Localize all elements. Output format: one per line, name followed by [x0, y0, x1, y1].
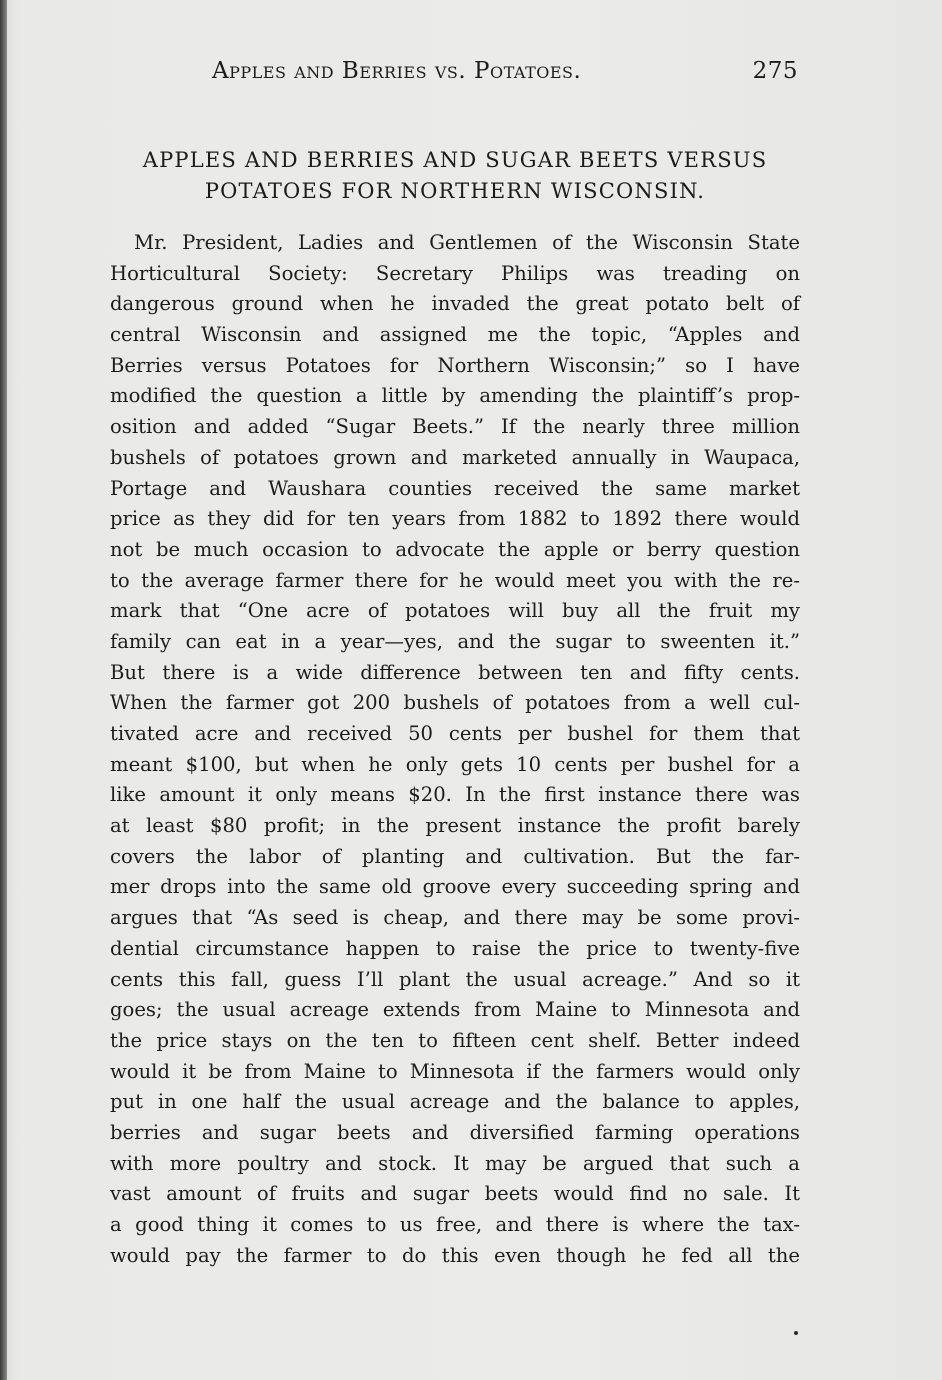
body-line: berries and sugar beets and diversified farming operations	[110, 1120, 800, 1144]
body-line: bushels of potatoes grown and marketed annually in Waupaca,	[110, 445, 800, 469]
article-title-line-1: APPLES AND BERRIES AND SUGAR BEETS VERSUS	[142, 148, 768, 172]
body-line: not be much occasion to advocate the apple or berry question	[110, 537, 800, 561]
body-line: dential circumstance happen to raise the price to twenty-five	[110, 936, 800, 960]
running-header	[110, 58, 800, 88]
body-line: would pay the farmer to do this even though he fed all the	[110, 1243, 800, 1267]
body-line: the price stays on the ten to fifteen cent shelf. Better indeed	[110, 1028, 800, 1052]
body-line: central Wisconsin and assigned me the topic, “Apples and	[110, 323, 800, 347]
body-line: argues that “As seed is cheap, and there may be some provi-	[110, 906, 800, 930]
body-line: Horticultural Society: Secretary Philips was treading on	[110, 261, 800, 285]
body-line: family can eat in a year—yes, and the sugar to sweenten it.”	[110, 629, 800, 653]
body-line: tivated acre and received 50 cents per bushel for them that	[110, 722, 800, 745]
body-line: goes; the usual acreage extends from Maine to Minnesota and	[110, 998, 800, 1022]
body-line: vast amount of fruits and sugar beets would find no sale. It	[110, 1182, 800, 1206]
body-line: price as they did for ten years from 1882 to 1892 there would	[110, 507, 800, 531]
running-title: Apples and Berries vs. Potatoes.	[212, 58, 582, 84]
body-line: But there is a wide difference between ten and fifty cents.	[110, 660, 800, 684]
article-body	[110, 228, 800, 1271]
body-line: covers the labor of planting and cultivation. But the far-	[110, 844, 800, 868]
page-number: 275	[752, 58, 798, 84]
body-line: osition and added “Sugar Beets.” If the nearly three million	[110, 415, 800, 439]
article-title	[110, 145, 800, 207]
body-line: to the average farmer there for he would meet you with the re-	[110, 568, 800, 592]
body-line: a good thing it comes to us free, and there is where the tax-	[110, 1213, 800, 1236]
body-line: put in one half the usual acreage and the balance to apples,	[110, 1090, 800, 1114]
ink-speck	[794, 1331, 798, 1335]
body-line: mer drops into the same old groove every succeeding spring and	[110, 875, 800, 899]
body-line: modified the question a little by amending the plaintiff’s prop-	[110, 384, 800, 408]
body-line: Portage and Waushara counties received the same market	[110, 476, 800, 500]
body-line: mark that “One acre of potatoes will buy all the fruit my	[110, 599, 800, 623]
body-line: Mr. President, Ladies and Gentlemen of the Wisconsin State	[134, 231, 800, 254]
body-line: dangerous ground when he invaded the great potato belt of	[110, 292, 800, 316]
body-line: cents this fall, guess I’ll plant the usual acreage.” And so it	[110, 967, 800, 991]
body-line: would it be from Maine to Minnesota if the farmers would only	[110, 1059, 800, 1083]
article-title-line-2: POTATOES FOR NORTHERN WISCONSIN.	[204, 179, 706, 203]
body-line: like amount it only means $20. In the first instance there was	[110, 783, 800, 807]
body-line: meant $100, but when he only gets 10 cents per bushel for a	[110, 752, 800, 776]
body-line: Berries versus Potatoes for Northern Wisconsin;” so I have	[110, 353, 800, 377]
book-spine-edge	[0, 0, 7, 1380]
body-line: with more poultry and stock. It may be argued that such a	[110, 1151, 800, 1175]
body-line: at least $80 profit; in the present instance the profit barely	[110, 814, 800, 838]
body-line: When the farmer got 200 bushels of potatoes from a well cul-	[110, 691, 800, 715]
